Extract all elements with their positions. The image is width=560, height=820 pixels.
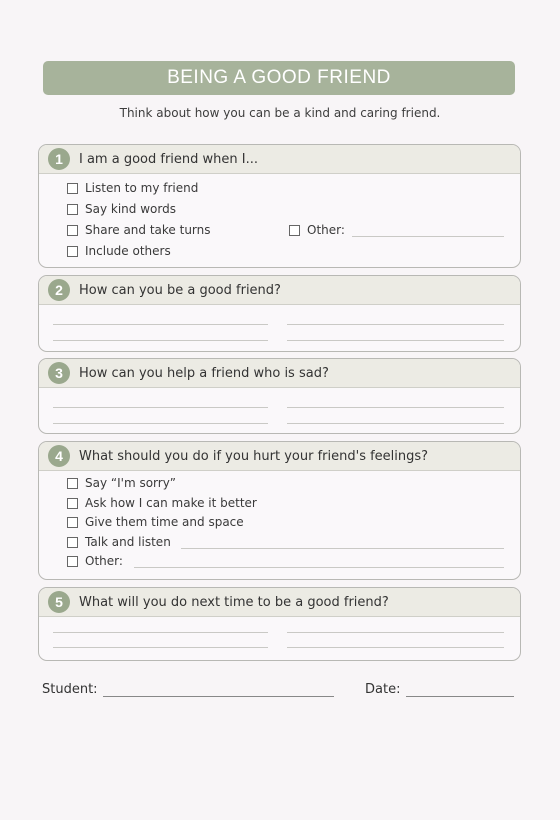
checkbox[interactable] <box>67 517 78 528</box>
student-label: Student: <box>42 682 98 697</box>
checkbox[interactable] <box>67 498 78 509</box>
section-question: How can you be a good friend? <box>79 282 281 298</box>
checkbox-option[interactable] <box>67 223 211 237</box>
section-question: I am a good friend when I... <box>79 151 258 167</box>
section-3-header <box>39 359 520 388</box>
checkbox[interactable] <box>67 246 78 257</box>
section-question: How can you help a friend who is sad? <box>79 365 329 381</box>
checkbox-option[interactable] <box>67 244 171 258</box>
option-label: Other: <box>307 223 345 237</box>
checkbox-option[interactable] <box>67 535 171 549</box>
checkbox[interactable] <box>67 478 78 489</box>
answer-line[interactable] <box>287 647 504 648</box>
answer-line[interactable] <box>53 340 268 341</box>
checkbox-option[interactable] <box>67 496 257 510</box>
section-number: 1 <box>48 148 70 170</box>
option-label: Say kind words <box>85 202 176 216</box>
section-number: 4 <box>48 445 70 467</box>
answer-line[interactable] <box>287 632 504 633</box>
option-label: Talk and listen <box>85 535 171 549</box>
checkbox-option[interactable] <box>67 476 176 490</box>
checkbox-option[interactable] <box>67 202 176 216</box>
section-5 <box>38 587 521 661</box>
section-number: 3 <box>48 362 70 384</box>
checkbox-option[interactable] <box>67 181 198 195</box>
option-label: Ask how I can make it better <box>85 496 257 510</box>
section-number: 5 <box>48 591 70 613</box>
other-write-line[interactable] <box>134 567 504 568</box>
checkbox-option-other[interactable] <box>67 554 123 568</box>
section-2-header <box>39 276 520 305</box>
other-write-line[interactable] <box>352 236 504 237</box>
subtitle: Think about how you can be a kind and caring friend. <box>119 106 441 120</box>
checkbox[interactable] <box>289 225 300 236</box>
checkbox[interactable] <box>67 537 78 548</box>
option-label: Say “I'm sorry” <box>85 476 177 490</box>
section-4-header <box>39 442 520 471</box>
answer-line[interactable] <box>53 647 268 648</box>
section-1-header <box>39 145 520 174</box>
answer-line[interactable] <box>287 324 504 325</box>
section-3 <box>38 358 521 434</box>
checkbox[interactable] <box>67 183 78 194</box>
page-title: BEING A GOOD FRIEND <box>167 67 391 88</box>
answer-line[interactable] <box>287 407 504 408</box>
checkbox[interactable] <box>67 556 78 567</box>
section-5-header <box>39 588 520 617</box>
option-label: Give them time and space <box>85 515 244 529</box>
checkbox-option-other[interactable] <box>289 223 345 237</box>
section-1 <box>38 144 521 268</box>
section-number: 2 <box>48 279 70 301</box>
title-banner <box>43 61 515 95</box>
answer-line[interactable] <box>181 548 504 549</box>
answer-line[interactable] <box>287 340 504 341</box>
answer-line[interactable] <box>53 632 268 633</box>
answer-line[interactable] <box>287 423 504 424</box>
answer-line[interactable] <box>53 324 268 325</box>
section-question: What should you do if you hurt your friend's feelings? <box>79 448 429 464</box>
answer-line[interactable] <box>53 423 268 424</box>
option-label: Share and take turns <box>85 223 211 237</box>
date-label: Date: <box>365 682 401 697</box>
option-label: Listen to my friend <box>85 181 199 195</box>
student-name-field[interactable] <box>103 696 334 697</box>
option-label: Include others <box>85 244 171 258</box>
checkbox[interactable] <box>67 225 78 236</box>
answer-line[interactable] <box>53 407 268 408</box>
checkbox-option[interactable] <box>67 515 244 529</box>
date-field[interactable] <box>406 696 514 697</box>
section-4 <box>38 441 521 580</box>
section-2 <box>38 275 521 352</box>
option-label: Other: <box>85 554 123 568</box>
section-question: What will you do next time to be a good friend? <box>79 594 389 610</box>
checkbox[interactable] <box>67 204 78 215</box>
